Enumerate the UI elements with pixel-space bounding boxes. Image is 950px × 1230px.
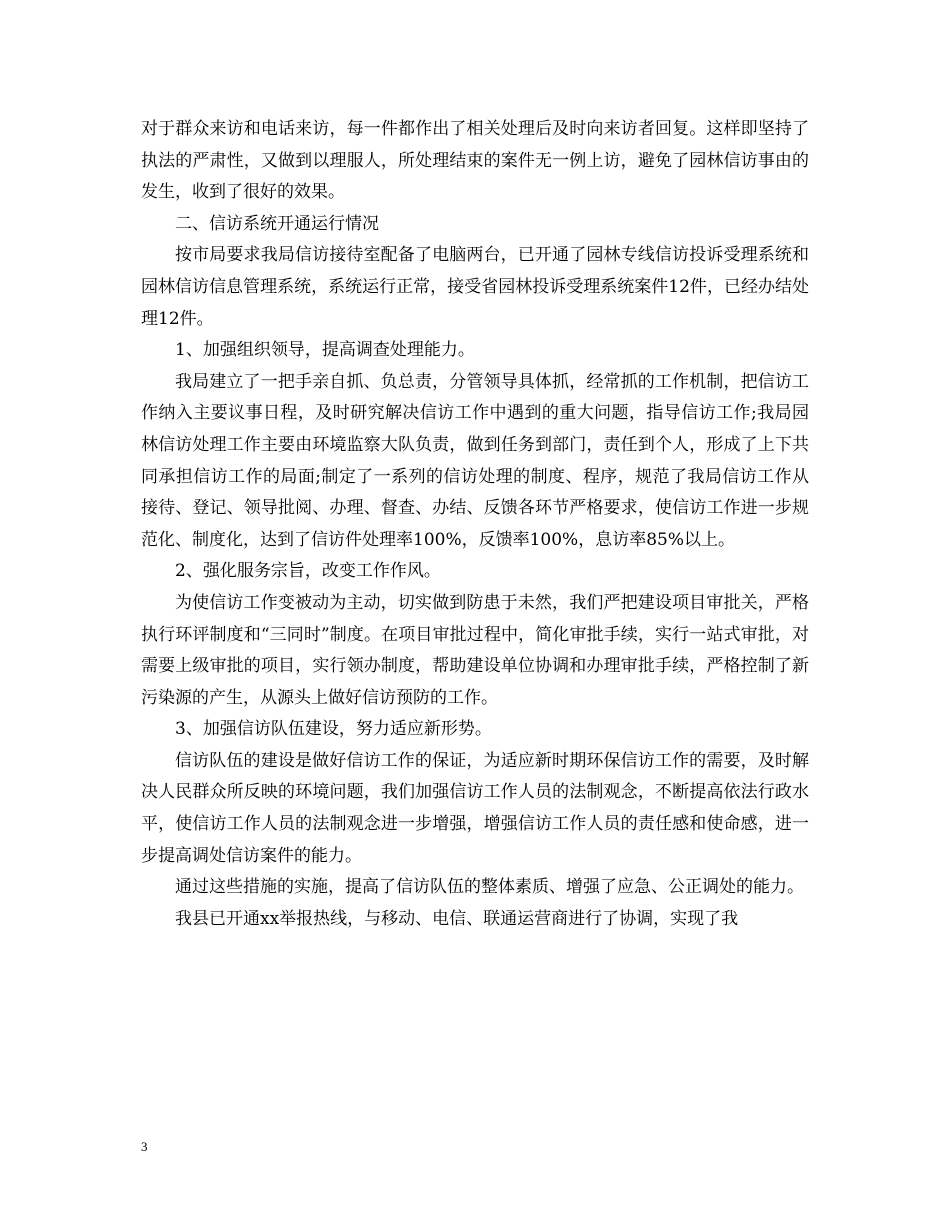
page-body	[141, 114, 809, 935]
paragraph: 为使信访工作变被动为主动，切实做到防患于未然，我们严把建设项目审批关，严格执行环评制度和“三同时”制度。在项目审批过程中，简化审批手续，实行一站式审批，对需要上级审批的项目，实行领办制度，帮助建设单位协调和办理审批手续，严格控制了新污染源的产生，从源头上做好信访预防的工作。	[141, 592, 809, 708]
subheading: 2、强化服务宗旨，改变工作作风。	[175, 561, 441, 582]
paragraph: 按市局要求我局信访接待室配备了电脑两台，已开通了园林专线信访投诉受理系统和园林信访信息管理系统，系统运行正常，接受省园林投诉受理系统案件12件，已经办结处理12件。	[141, 245, 809, 329]
section-heading: 二、信访系统开通运行情况	[175, 213, 379, 234]
paragraph-continued: 对于群众来访和电话来访，每一件都作出了相关处理后及时向来访者回复。这样即坚持了执法的严肃性，又做到以理服人，所处理结束的案件无一例上访，避免了园林信访事由的发生，收到了很好的效果。	[141, 119, 809, 203]
paragraph: 信访队伍的建设是做好信访工作的保证，为适应新时期环保信访工作的需要，及时解决人民群众所反映的环境问题，我们加强信访工作人员的法制观念，不断提高依法行政水平，使信访工作人员的法制观念进一步增强，增强信访工作人员的责任感和使命感，进一步提高调处信访案件的能力。	[141, 750, 809, 866]
paragraph: 我局建立了一把手亲自抓、负总责，分管领导具体抓，经常抓的工作机制，把信访工作纳入主要议事日程，及时研究解决信访工作中遇到的重大问题，指导信访工作;我局园林信访处理工作主要由环境监察大队负责，做到任务到部门，责任到个人，形成了上下共同承担信访工作的局面;制定了一系列的信访处理的制度、程序，规范了我局信访工作从接待、登记、领导批阅、办理、督查、办结、反馈各环节严格要求，使信访工作进一步规范化、制度化，达到了信访件处理率100%，反馈率100%，息访率85%以上。	[141, 371, 809, 550]
subheading: 3、加强信访队伍建设，努力适应新形势。	[175, 719, 492, 740]
subheading: 1、加强组织领导，提高调查处理能力。	[175, 340, 475, 361]
paragraph: 通过这些措施的实施，提高了信访队伍的整体素质、增强了应急、公正调处的能力。	[175, 877, 804, 898]
paragraph: 我县已开通xx举报热线，与移动、电信、联通运营商进行了协调，实现了我	[175, 908, 739, 929]
page-number: 3	[141, 1139, 148, 1154]
